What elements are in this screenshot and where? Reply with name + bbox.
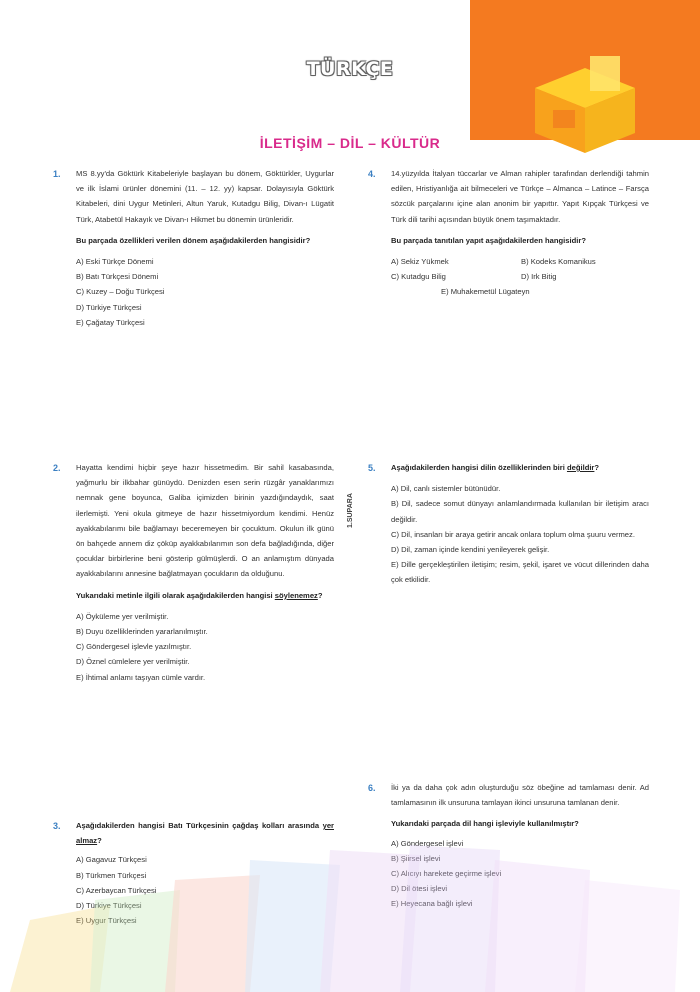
question-4-prompt: Bu parçada tanıtılan yapıt aşağıdakilerden hangisidir?	[391, 235, 586, 245]
option-a[interactable]: A) Göndergesel işlevi	[391, 838, 464, 848]
question-6-prompt: Yukarıdaki parçada dil hangi işleviyle kullanılmıştır?	[391, 819, 579, 829]
question-2-prompt	[76, 588, 334, 603]
option-d[interactable]: D) Türkiye Türkçesi	[76, 302, 142, 312]
question-5	[391, 460, 649, 588]
option-c[interactable]: C) Kuzey – Doğu Türkçesi	[76, 287, 165, 297]
question-1	[76, 166, 334, 330]
question-6	[391, 780, 649, 912]
question-5-prompt-post: ?	[594, 463, 600, 472]
option-e[interactable]: E) Çağatay Türkçesi	[76, 317, 145, 327]
question-5-prompt-pre: Aşağıdakilerden hangisi dilin özelliklerinden biri	[391, 463, 567, 472]
question-3-prompt	[76, 818, 334, 848]
question-1-prompt: Bu parçada özellikleri verilen dönem aşağıdakilerden hangisidir?	[76, 235, 311, 245]
question-3-number: 3.	[53, 821, 61, 831]
question-3-prompt-emph: yer almaz	[76, 821, 334, 846]
option-d[interactable]: D) Irk Bitig	[521, 272, 557, 282]
option-b[interactable]: B) Duyu özelliklerinden yararlanılmıştır.	[76, 627, 208, 637]
question-4-passage: 14.yüzyılda İtalyan tüccarlar ve Alman rahipler tarafından derlendiği tahmin edilen, Hristiyanlığa ait bilmeceleri ve Türkçe – Almanca – Latince – Farsça sözcük parçalarını içine alan anonim bir yapıttır. Yapıt Kıpçak Türkçesi ve Türk dili tarihi açısından büyük önem taşımaktadır.	[391, 169, 649, 224]
question-5-prompt-emph: değildir	[566, 463, 595, 472]
subject-title: TÜRKÇE	[306, 58, 394, 80]
option-e[interactable]: E) İhtimal anlamı taşıyan cümle vardır.	[76, 672, 206, 682]
option-c[interactable]: C) Kutadgu Bilig	[391, 272, 446, 282]
option-b[interactable]: B) Şiirsel işlevi	[391, 853, 441, 863]
option-b[interactable]: B) Dil, sadece somut dünyayı anlamlandırmada kullanılan bir iletişim aracı değildir.	[391, 499, 649, 524]
option-c[interactable]: C) Azerbaycan Türkçesi	[76, 885, 157, 895]
question-3	[76, 818, 334, 928]
option-d[interactable]: D) Dil, zaman içinde kendini yenileyerek gelişir.	[391, 545, 550, 555]
question-2-prompt-pre: Yukarıdaki metinle ilgili olarak aşağıdakilerden hangisi	[76, 590, 275, 600]
section-side-label	[345, 462, 359, 532]
question-2	[76, 460, 334, 685]
option-d[interactable]: D) Öznel cümlelere yer verilmiştir.	[76, 657, 190, 667]
option-b[interactable]: B) Türkmen Türkçesi	[76, 870, 147, 880]
option-e[interactable]: E) Muhakemetül Lügateyn	[441, 287, 530, 297]
question-6-number: 6.	[368, 783, 376, 793]
option-e[interactable]: E) Dille gerçekleştirilen iletişim; resim, şekil, işaret ve vücut dillerinden daha çok etkilidir.	[391, 560, 649, 585]
option-b[interactable]: B) Batı Türkçesi Dönemi	[76, 272, 159, 282]
question-2-passage: Hayatta kendimi hiçbir şeye hazır hissetmedim. Bir sahil kasabasında, yağmurlu bir ilkbahar günüydü. Denizden esen serin rüzgâr yanaklarımızı nemnak gene boyunca, Galiba içimizden birinin yazdığındaydık, saat ilerlemişti. Yeni okula gitmeye de hazır hissetmiyordum kendimi. Henüz ayakkabılarımı bile bağlamayı beceremeyen bir çocuktum. Okulun ilk günü ön bahçede annem diz çöküp ayakkabılarımın son defa bağladığında, diğer çocuklar birbirlerine beni gösterip gülmüşlerdi. O an anlamıştım dünyada ayakkabılarını annesine bağlatmayan çocukların da olduğunu.	[76, 463, 334, 579]
question-2-prompt-post: ?	[317, 590, 323, 600]
unit-title: İLETİŞİM – DİL – KÜLTÜR	[259, 135, 441, 151]
section-side-label-text: 1.SUPARA	[347, 493, 354, 528]
question-5-prompt	[391, 460, 649, 475]
option-e[interactable]: E) Heyecana bağlı işlevi	[391, 899, 473, 909]
question-2-number: 2.	[53, 463, 61, 473]
question-2-prompt-emph: söylenemez	[274, 590, 318, 600]
question-5-number: 5.	[368, 463, 376, 473]
option-a[interactable]: A) Sekiz Yükmek	[391, 257, 449, 267]
option-d[interactable]: D) Türkiye Türkçesi	[76, 901, 142, 911]
question-1-number: 1.	[53, 169, 61, 179]
question-1-passage: MS 8.yy'da Göktürk Kitabeleriyle başlayan bu dönem, Göktürkler, Uygurlar ve ilk İslami ürünler dönemini (11. – 12. yy) kapsar. Dolayısıyla Göktürk Kitabeleri, dini Uygur Metinleri, Altun Yaruk, Kutadgu Bilig, Divan-ı Lügatit Türk, Atabetül Hakayık ve Divan-ı Hikmet bu dönemin ürünleridir.	[76, 169, 334, 224]
option-c[interactable]: C) Göndergesel işlevle yazılmıştır.	[76, 642, 192, 652]
question-3-prompt-pre: Aşağıdakilerden hangisi Batı Türkçesinin çağdaş kolları arasında	[76, 821, 323, 830]
option-d[interactable]: D) Dil ötesi işlevi	[391, 884, 448, 894]
question-4-number: 4.	[368, 169, 376, 179]
option-e[interactable]: E) Uygur Türkçesi	[76, 916, 137, 926]
question-6-passage: İki ya da daha çok adın oluşturduğu söz öbeğine ad tamlaması denir. Ad tamlamasının ilk unsuruna tamlayan ikinci unsuruna tamlanan denir.	[391, 783, 649, 808]
question-3-prompt-post: ?	[97, 836, 102, 846]
option-b[interactable]: B) Kodeks Komanikus	[521, 257, 596, 267]
question-4	[391, 166, 649, 300]
option-a[interactable]: A) Öyküleme yer verilmiştir.	[76, 611, 169, 621]
option-c[interactable]: C) Dil, insanları bir araya getirir ancak onlara toplum olma şuuru vermez.	[391, 529, 635, 539]
option-a[interactable]: A) Dil, canlı sistemler bütünüdür.	[391, 484, 501, 494]
option-c[interactable]: C) Alıcıyı harekete geçirme işlevi	[391, 869, 502, 879]
option-a[interactable]: A) Eski Türkçe Dönemi	[76, 257, 154, 267]
option-a[interactable]: A) Gagavuz Türkçesi	[76, 855, 147, 865]
